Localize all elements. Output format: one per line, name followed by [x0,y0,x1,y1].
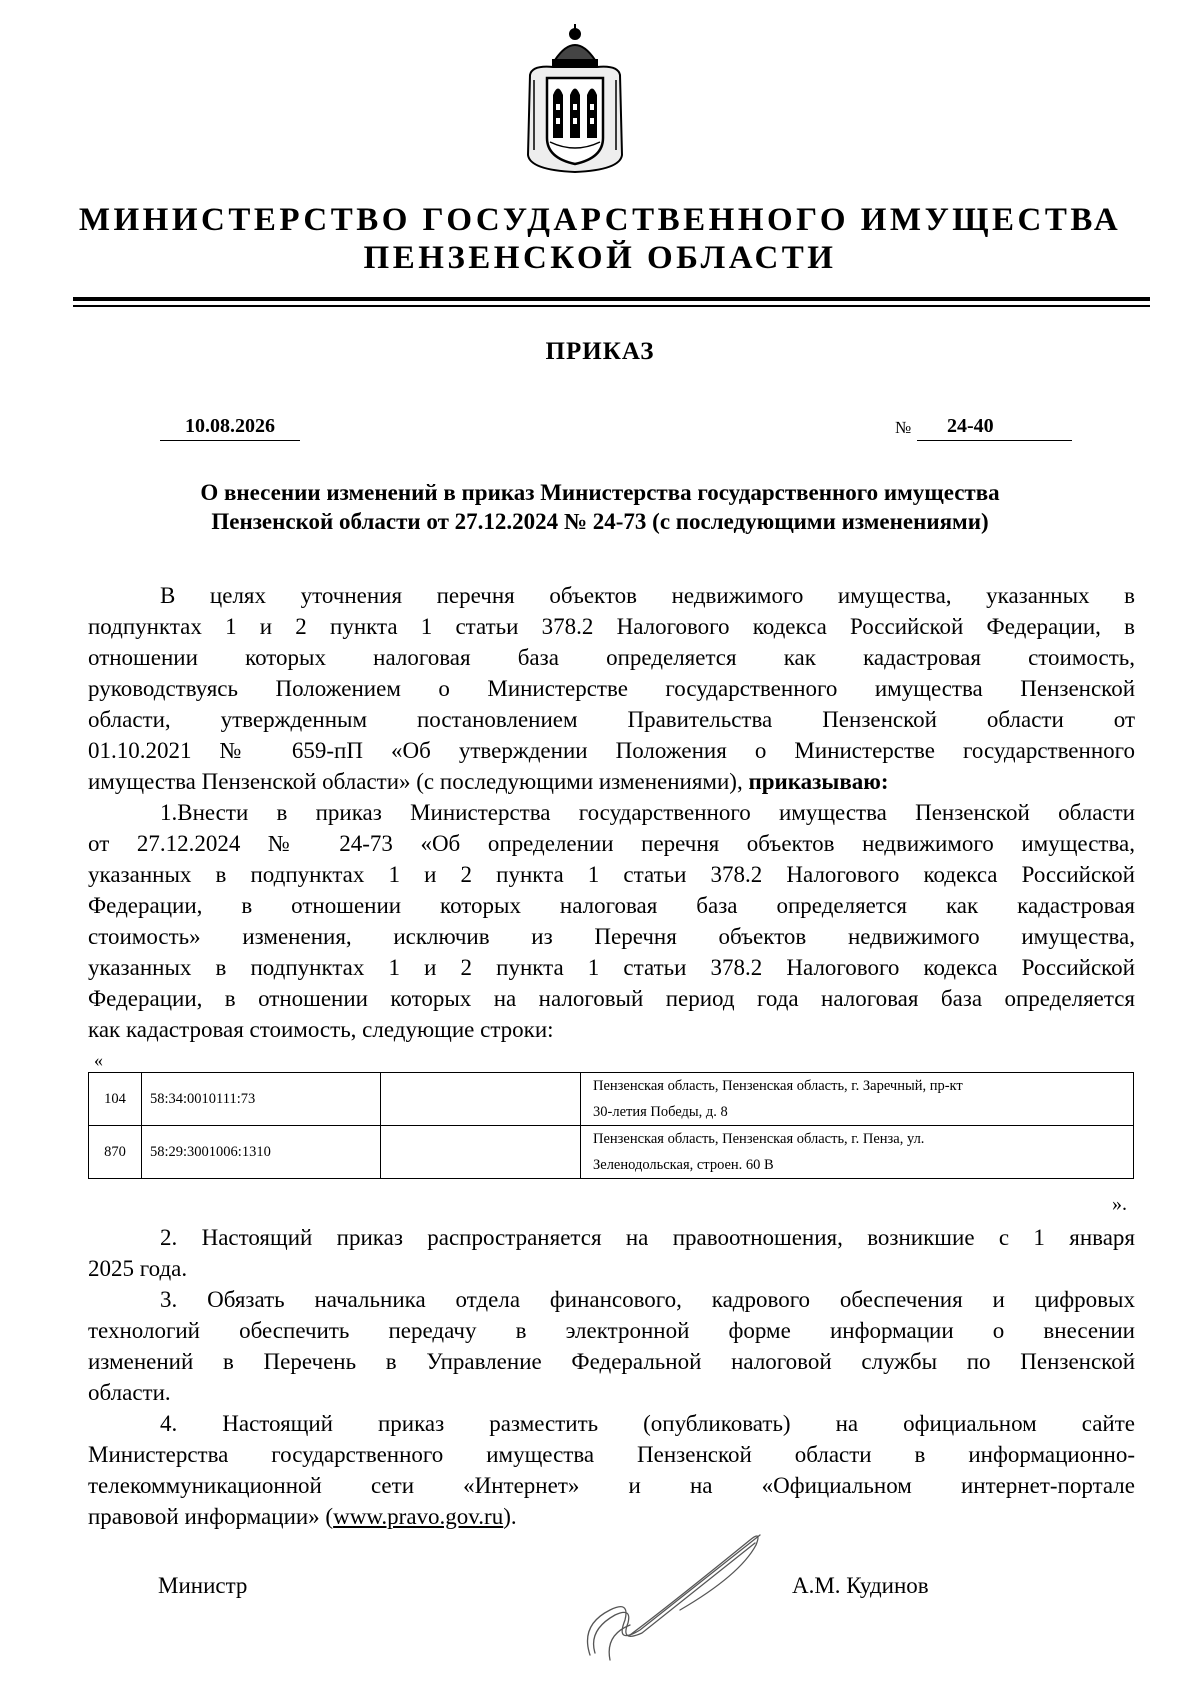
header-divider-thin [73,305,1150,307]
address-cell [581,1126,1134,1179]
preamble-last-line [88,766,1135,797]
ministry-name-line1: МИНИСТЕРСТВО ГОСУДАРСТВЕННОГО ИМУЩЕСТВА [78,202,1122,238]
preamble-last-text: имущества Пензенской области» (с последующими изменениями), [88,769,743,794]
signatory-position: Министр [158,1573,248,1598]
order-number: 24-40 [917,415,1072,441]
coat-of-arms-icon [520,20,630,180]
cadastral-number: 58:34:0010111:73 [142,1073,381,1126]
item1-line: Федерации, в отношении которых на налоговый период года налоговая база определяется [88,986,1135,1011]
order-verb: приказываю: [748,769,889,794]
table-row [89,1126,1134,1179]
table-row [89,1073,1134,1126]
item1-line: как кадастровая стоимость, следующие строки: [88,1017,554,1042]
empty-cell [381,1073,581,1126]
signatory-name: А.М. Кудинов [792,1573,929,1598]
item4-line: телекоммуникационной сети «Интернет» и на «Официальном интернет-портале [88,1473,1135,1498]
preamble-line: отношении которых налоговая база определяется как кадастровая стоимость, [88,645,1135,670]
item2-line: 2. Настоящий приказ распространяется на правоотношения, возникшие с 1 января [160,1225,1135,1250]
preamble-line: подпунктах 1 и 2 пункта 1 статьи 378.2 Налогового кодекса Российской Федерации, в [88,614,1135,639]
preamble-line: В целях уточнения перечня объектов недвижимого имущества, указанных в [160,583,1135,608]
quote-close: ». [1112,1193,1127,1215]
item1-line: указанных в подпунктах 1 и 2 пункта 1 статьи 378.2 Налогового кодекса Российской [88,862,1135,887]
row-number: 104 [89,1073,142,1126]
address-line: Пензенская область, Пензенская область, г. Заречный, пр-кт [593,1078,963,1094]
excluded-objects-table [88,1072,1134,1179]
address-line: Зеленодольская, строен. 60 В [593,1157,774,1173]
preamble-line: руководствуясь Положением о Министерстве государственного имущества Пензенской [88,676,1135,701]
number-sign: № [895,418,912,437]
empty-cell [381,1126,581,1179]
header-divider-thick [73,297,1150,301]
subject-line2: Пензенской области от 27.12.2024 № 24-73 (с последующими изменениями) [211,509,989,534]
row-number: 870 [89,1126,142,1179]
item4-line: Министерства государственного имущества Пензенской области в информационно- [88,1442,1135,1467]
subject-line1: О внесении изменений в приказ Министерства государственного имущества [200,480,1000,505]
address-line: Пензенская область, Пензенская область, г. Пенза, ул. [593,1131,925,1147]
item3-line: области. [88,1380,171,1405]
item1-line: стоимость» изменения, исключив из Перечня объектов недвижимого имущества, [88,924,1135,949]
item1-line: 1.Внести в приказ Министерства государственного имущества Пензенской области [160,800,1135,825]
item2-line: 2025 года. [88,1256,188,1281]
address-cell [581,1073,1134,1126]
item4-last-text: правовой информации» ( [88,1504,334,1529]
quote-open: « [94,1050,103,1070]
cadastral-number: 58:29:3001006:1310 [142,1126,381,1179]
address-line: 30-летия Победы, д. 8 [593,1104,728,1120]
item3-line: технологий обеспечить передачу в электронной форме информации о внесении [88,1318,1135,1343]
item1-line: указанных в подпунктах 1 и 2 пункта 1 статьи 378.2 Налогового кодекса Российской [88,955,1135,980]
preamble-line: области, утвержденным постановлением Правительства Пензенской области от [88,707,1135,732]
document-type: ПРИКАЗ [545,338,655,365]
item3-line: 3. Обязать начальника отдела финансового, кадрового обеспечения и цифровых [160,1287,1135,1312]
item1-line: от 27.12.2024 № 24-73 «Об определении перечня объектов недвижимого имущества, [88,831,1135,856]
order-date: 10.08.2026 [160,415,300,441]
item4-line: 4. Настоящий приказ разместить (опубликовать) на официальном сайте [160,1411,1135,1436]
ministry-name-line2: ПЕНЗЕНСКОЙ ОБЛАСТИ [363,240,837,276]
handwritten-signature [570,1515,770,1665]
item4-last-line [88,1501,517,1532]
item1-line: Федерации, в отношении которых налоговая база определяется как кадастровая [88,893,1135,918]
item3-line: изменений в Перечень в Управление Федеральной налоговой службы по Пензенской [88,1349,1135,1374]
pravo-gov-link[interactable]: www.pravo.gov.ru [333,1504,504,1529]
preamble-line: 01.10.2021 № 659-пП «Об утверждении Положения о Министерстве государственного [88,738,1135,763]
item4-last-close: ). [503,1504,517,1529]
